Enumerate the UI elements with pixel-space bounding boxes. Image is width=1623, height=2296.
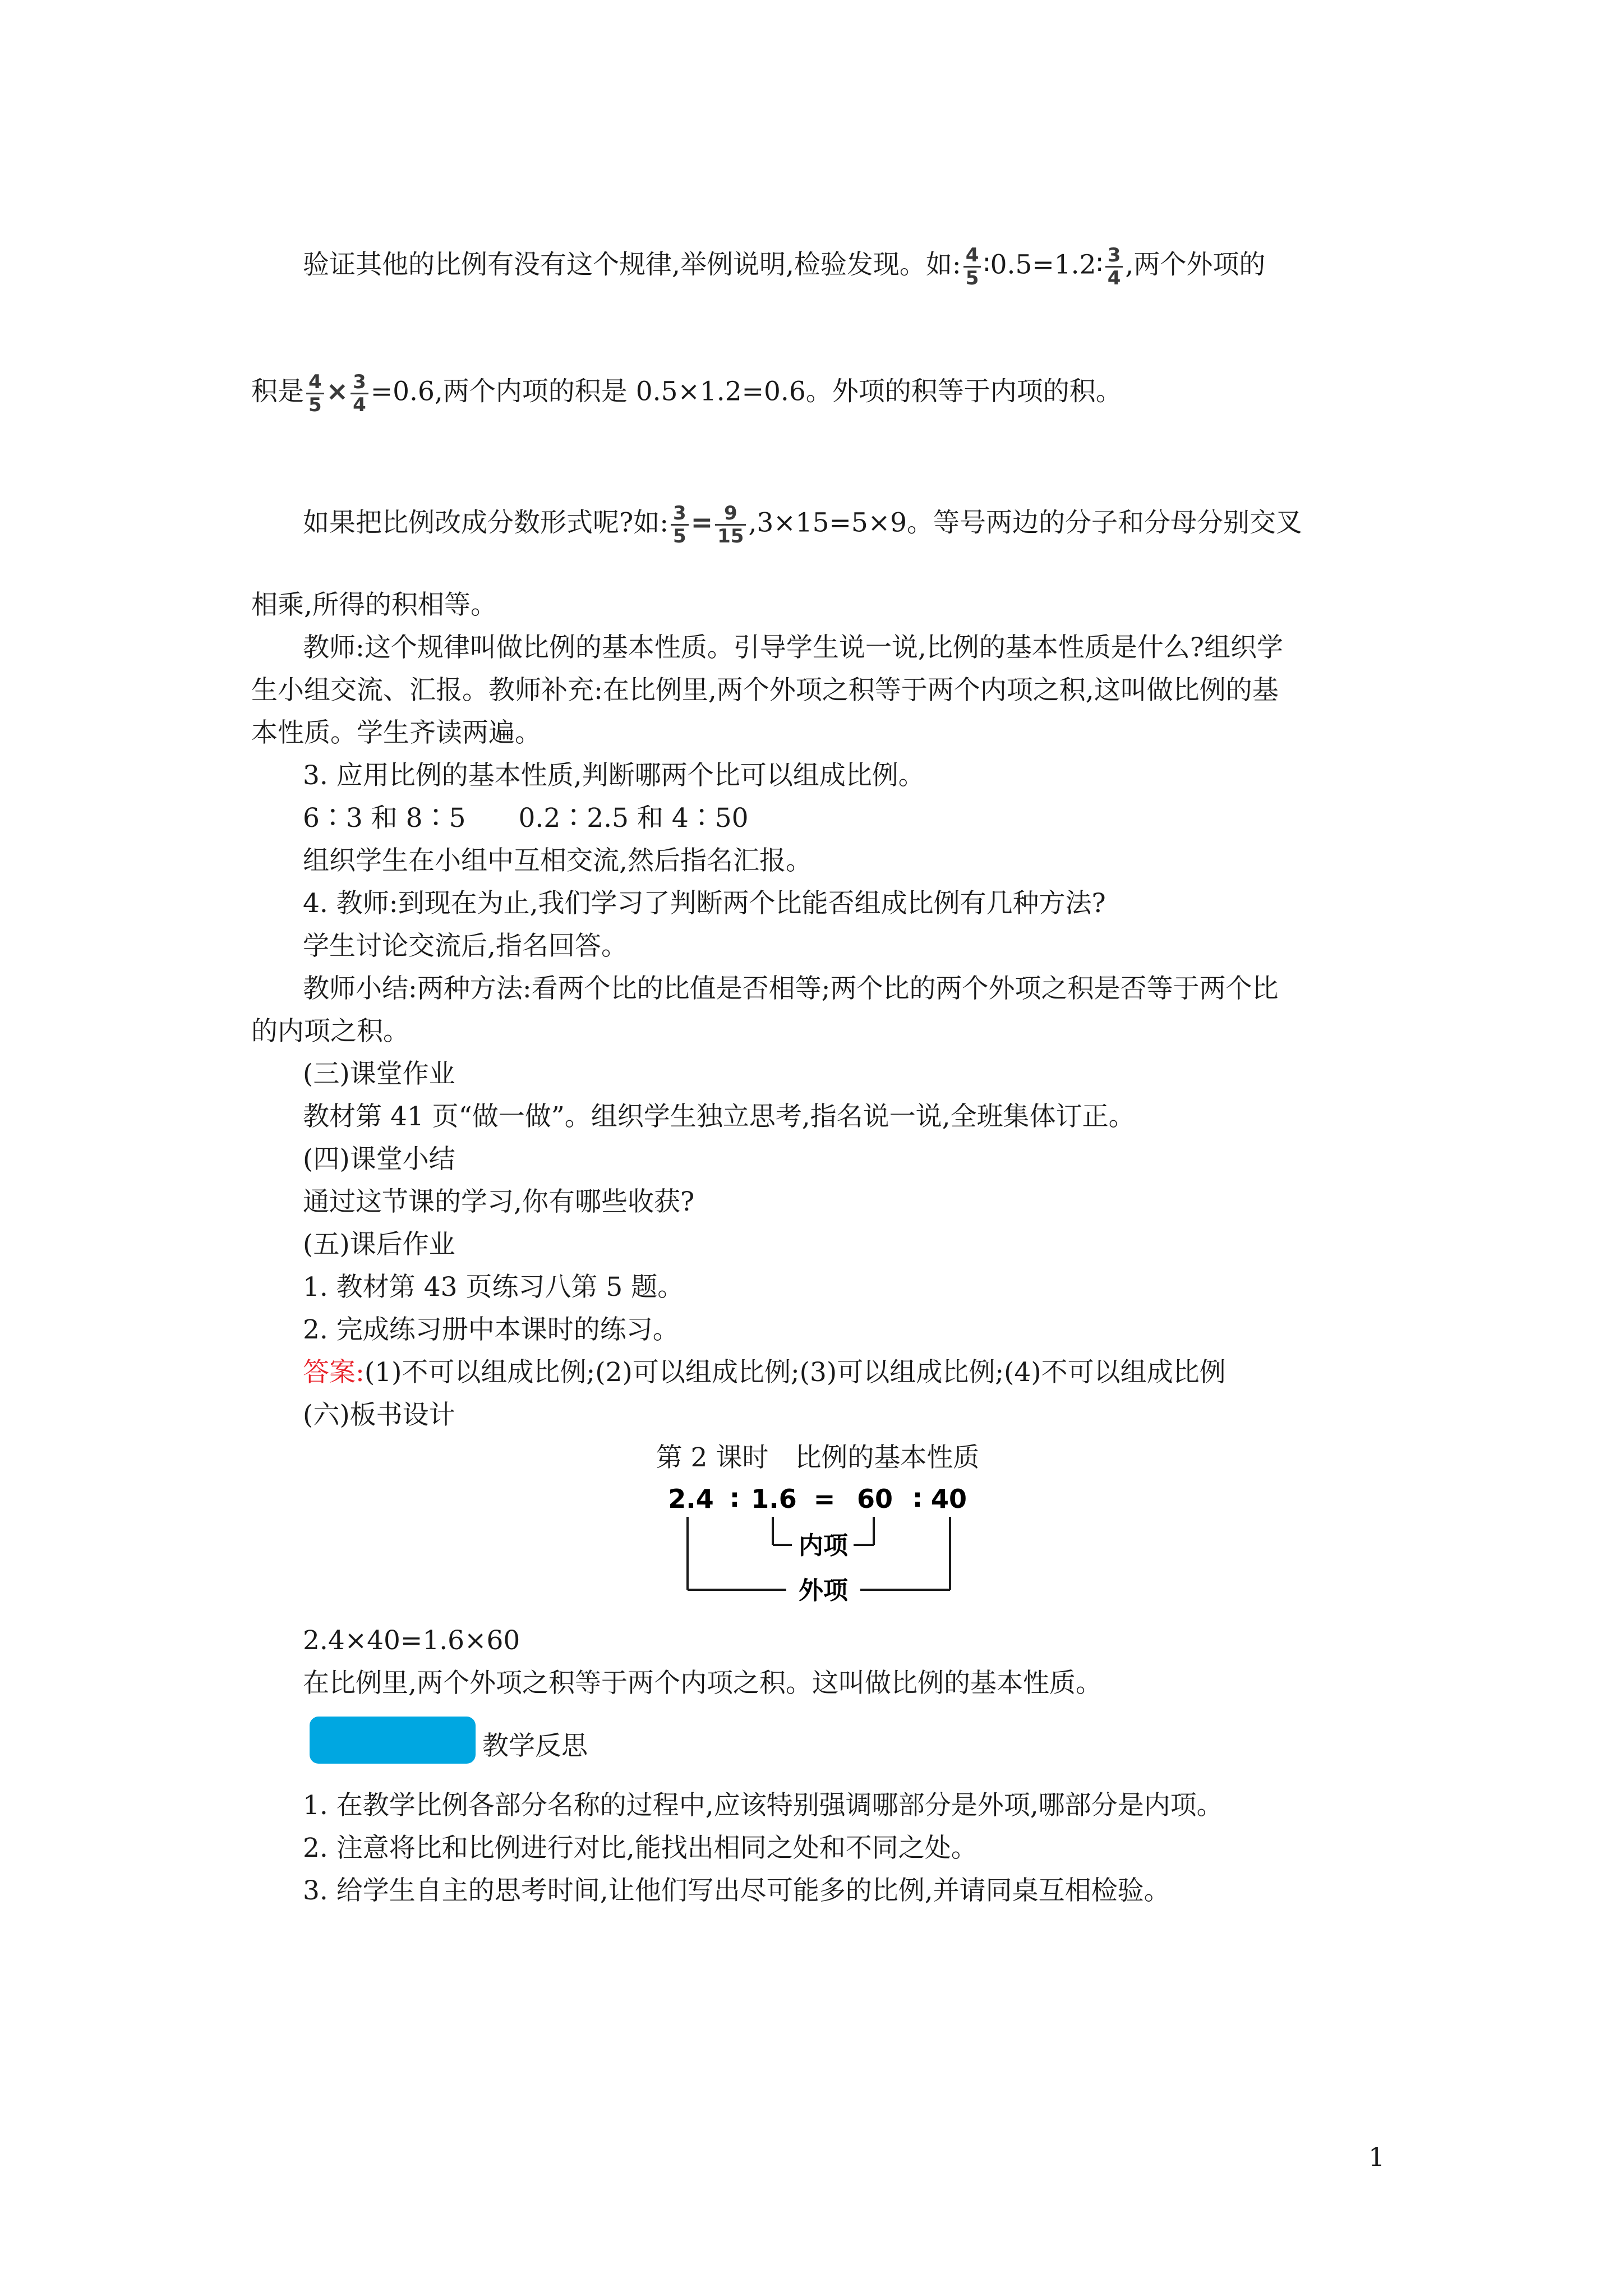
text-segment: ∶0.5=1.2∶ bbox=[983, 249, 1103, 280]
paragraph-line: 教师小结:两种方法:看两个比的比值是否相等;两个比的两个外项之积是否等于两个比 bbox=[303, 973, 1279, 1004]
denominator: 5 bbox=[308, 394, 322, 416]
paragraph-line: 2. 完成练习册中本课时的练习。 bbox=[303, 1314, 679, 1345]
denominator: 4 bbox=[1107, 267, 1121, 289]
inner-label: 内项 bbox=[799, 1531, 848, 1560]
fraction bbox=[1105, 245, 1123, 289]
paragraph-line: 本性质。学生齐读两遍。 bbox=[251, 717, 541, 748]
text-segment: ,两个外项的 bbox=[1125, 249, 1266, 280]
paragraph-line: 教材第 41 页“做一做”。组织学生独立思考,指名说一说,全班集体订正。 bbox=[303, 1101, 1135, 1132]
numerator: 3 bbox=[671, 503, 689, 526]
answer-text: (1)不可以组成比例;(2)可以组成比例;(3)可以组成比例;(4)不可以组成比例 bbox=[364, 1357, 1226, 1388]
paragraph-line: 6∶3 和 8∶5 0.2∶2.5 和 4∶50 bbox=[303, 803, 749, 834]
paragraph-line: 2.4×40=1.6×60 bbox=[303, 1625, 520, 1656]
numerator: 4 bbox=[306, 371, 324, 394]
numerator: 3 bbox=[1105, 245, 1123, 268]
paragraph-line: 的内项之积。 bbox=[251, 1016, 409, 1047]
fraction bbox=[963, 245, 981, 289]
numerator: 3 bbox=[351, 371, 368, 394]
paragraph-line: 相乘,所得的积相等。 bbox=[251, 590, 497, 620]
paragraph-line: 4. 教师:到现在为止,我们学习了判断两个比能否组成比例有几种方法? bbox=[303, 888, 1106, 919]
term-a: 2.4 bbox=[668, 1484, 714, 1514]
paragraph-line: 通过这节课的学习,你有哪些收获? bbox=[303, 1186, 695, 1217]
fraction bbox=[306, 371, 324, 416]
paragraph-line: 1. 教材第 43 页练习八第 5 题。 bbox=[303, 1272, 684, 1303]
numerator: 4 bbox=[963, 245, 981, 268]
text-segment: 积是 bbox=[251, 376, 304, 407]
answer-label: 答案: bbox=[303, 1357, 365, 1388]
denominator: 5 bbox=[673, 525, 686, 547]
denominator: 15 bbox=[717, 525, 744, 547]
term-d: 40 bbox=[930, 1484, 967, 1514]
numerator: 9 bbox=[715, 503, 746, 526]
section-heading: (三)课堂作业 bbox=[303, 1059, 455, 1089]
fraction bbox=[351, 371, 368, 416]
reflection-item: 2. 注意将比和比例进行对比,能找出相同之处和不同之处。 bbox=[303, 1833, 978, 1864]
text-segment: 如果把比例改成分数形式呢?如: bbox=[303, 507, 669, 539]
colon-1: : bbox=[729, 1483, 740, 1513]
section-heading: (六)板书设计 bbox=[303, 1400, 455, 1430]
section-heading: (五)课后作业 bbox=[303, 1229, 455, 1260]
answer-line bbox=[303, 1354, 1436, 1391]
term-b: 1.6 bbox=[751, 1484, 797, 1514]
section-tab-decoration bbox=[310, 1717, 476, 1764]
text-segment: =0.6,两个内项的积是 0.5×1.2=0.6。外项的积等于内项的积。 bbox=[370, 376, 1122, 407]
paragraph-verify bbox=[303, 245, 1436, 289]
paragraph-line: 3. 应用比例的基本性质,判断哪两个比可以组成比例。 bbox=[303, 760, 925, 791]
denominator: 5 bbox=[965, 267, 979, 289]
page-number: 1 bbox=[1368, 2142, 1385, 2172]
proportion-diagram bbox=[662, 1474, 976, 1609]
equals-sign: = bbox=[690, 507, 713, 539]
denominator: 4 bbox=[353, 394, 366, 416]
paragraph-line: 教师:这个规律叫做比例的基本性质。引导学生说一说,比例的基本性质是什么?组织学 bbox=[303, 632, 1283, 663]
paragraph-line: 生小组交流、汇报。教师补充:在比例里,两个外项之积等于两个内项之积,这叫做比例的基 bbox=[251, 675, 1279, 706]
paragraph-product bbox=[251, 371, 1384, 416]
reflection-item: 1. 在教学比例各部分名称的过程中,应该特别强调哪部分是外项,哪部分是内项。 bbox=[303, 1790, 1223, 1821]
paragraph-line: 学生讨论交流后,指名回答。 bbox=[303, 931, 628, 961]
colon-2: : bbox=[912, 1483, 923, 1513]
section-heading: (四)课堂小结 bbox=[303, 1144, 455, 1175]
reflection-item: 3. 给学生自主的思考时间,让他们写出尽可能多的比例,并请同桌互相检验。 bbox=[303, 1875, 1170, 1906]
paragraph-line: 在比例里,两个外项之积等于两个内项之积。这叫做比例的基本性质。 bbox=[303, 1668, 1102, 1699]
text-segment: 验证其他的比例有没有这个规律,举例说明,检验发现。如: bbox=[303, 249, 961, 280]
equals: = bbox=[813, 1484, 836, 1514]
outer-label: 外项 bbox=[799, 1576, 848, 1605]
board-title: 第 2 课时 比例的基本性质 bbox=[656, 1442, 980, 1473]
term-c: 60 bbox=[856, 1484, 893, 1514]
paragraph-fraction-form bbox=[303, 503, 1436, 547]
paragraph-line: 组织学生在小组中互相交流,然后指名汇报。 bbox=[303, 845, 812, 876]
fraction bbox=[715, 503, 746, 547]
reflection-title: 教学反思 bbox=[482, 1731, 588, 1761]
text-segment: ,3×15=5×9。等号两边的分子和分母分别交叉 bbox=[748, 507, 1303, 539]
times-sign: × bbox=[326, 376, 349, 407]
fraction bbox=[671, 503, 689, 547]
